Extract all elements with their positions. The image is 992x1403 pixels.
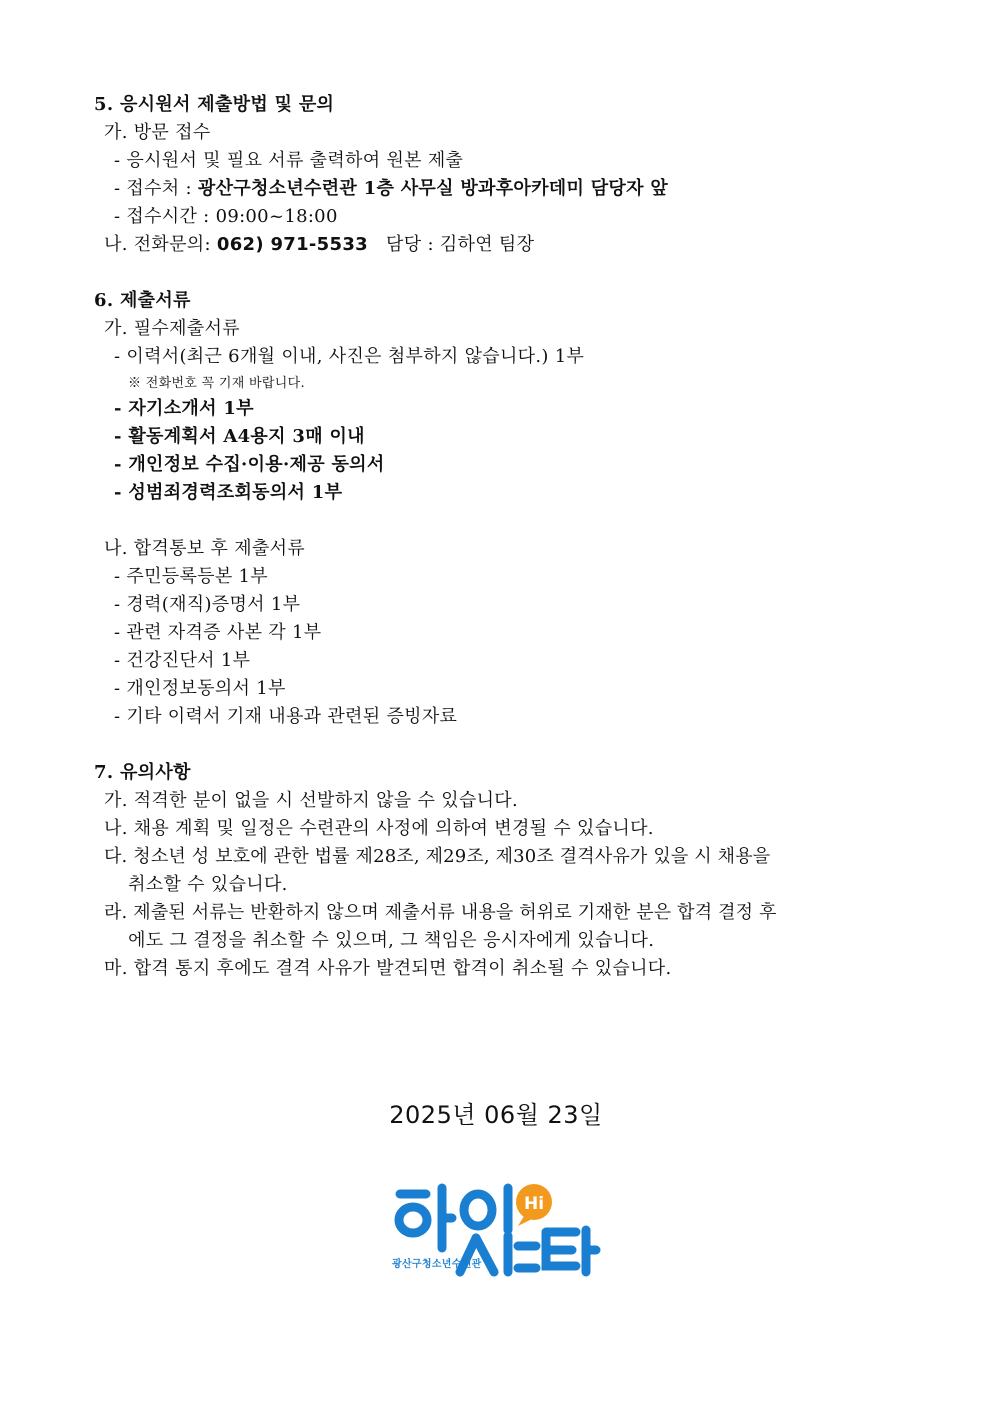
notice-line: 에도 그 결정을 취소할 수 있으며, 그 책임은 응시자에게 있습니다. (104, 930, 655, 951)
required-doc-item: - 성범죄경력조회동의서 1부 (114, 482, 343, 503)
section-5-item-2 (114, 178, 668, 200)
required-doc-item: - 활동계획서 A4용지 3매 이내 (114, 426, 365, 447)
notice-line: 가. 적격한 분이 없을 시 선발하지 않을 수 있습니다. (104, 790, 518, 811)
section-5-item-3: - 접수시간 : 09:00~18:00 (114, 206, 338, 227)
contact-person: 담당 : 김하연 팀장 (367, 234, 535, 255)
notice-line: 다. 청소년 성 보호에 관한 법률 제28조, 제29조, 제30조 결격사유가 있을 시 채용을 (104, 846, 771, 867)
receipt-place: 광산구청소년수련관 1층 사무실 방과후아카데미 담당자 앞 (197, 178, 669, 199)
post-pass-doc-item: - 기타 이력서 기재 내용과 관련된 증빙자료 (114, 706, 458, 727)
receipt-place-label: - 접수처 : (114, 178, 198, 199)
svg-text:Hi: Hi (523, 1194, 545, 1214)
phone-number: 062) 971-5533 (216, 234, 368, 255)
section-7-title: 7. 유의사항 (94, 762, 191, 783)
post-pass-doc-item: - 개인정보동의서 1부 (114, 678, 286, 699)
post-pass-doc-item: - 건강진단서 1부 (114, 650, 251, 671)
section-5-ga: 가. 방문 접수 (104, 122, 211, 143)
section-6-na: 나. 합격통보 후 제출서류 (104, 538, 305, 559)
section-5-na (104, 234, 534, 256)
required-doc-item: - 자기소개서 1부 (114, 398, 254, 419)
section-5-item-1: - 응시원서 및 필요 서류 출력하여 원본 제출 (114, 150, 464, 171)
phone-note: ※ 전화번호 꼭 기재 바랍니다. (128, 376, 305, 391)
section-6-title: 6. 제출서류 (94, 290, 191, 311)
section-5-title: 5. 응시원서 제출방법 및 문의 (94, 94, 335, 115)
notice-line: 나. 채용 계획 및 일정은 수련관의 사정에 의하여 변경될 수 있습니다. (104, 818, 654, 839)
logo-org-name: 광산구청소년수련관 (392, 1259, 482, 1270)
resume-item: - 이력서(최근 6개월 이내, 사진은 첨부하지 않습니다.) 1부 (114, 346, 585, 367)
post-pass-doc-item: - 주민등록등본 1부 (114, 566, 268, 587)
post-pass-doc-item: - 관련 자격증 사본 각 1부 (114, 622, 322, 643)
phone-label: 나. 전화문의: (104, 234, 217, 255)
required-doc-item: - 개인정보 수집·이용·제공 동의서 (114, 454, 385, 475)
notice-line: 취소할 수 있습니다. (104, 874, 288, 895)
document-date: 2025년 06월 23일 (389, 1101, 603, 1129)
post-pass-doc-item: - 경력(재직)증명서 1부 (114, 594, 301, 615)
notice-line: 마. 합격 통지 후에도 결격 사유가 발견되면 합격이 취소될 수 있습니다. (104, 958, 672, 979)
notice-line: 라. 제출된 서류는 반환하지 않으며 제출서류 내용을 허위로 기재한 분은 합격 결정 후 (104, 902, 777, 923)
section-6-ga: 가. 필수제출서류 (104, 318, 240, 339)
